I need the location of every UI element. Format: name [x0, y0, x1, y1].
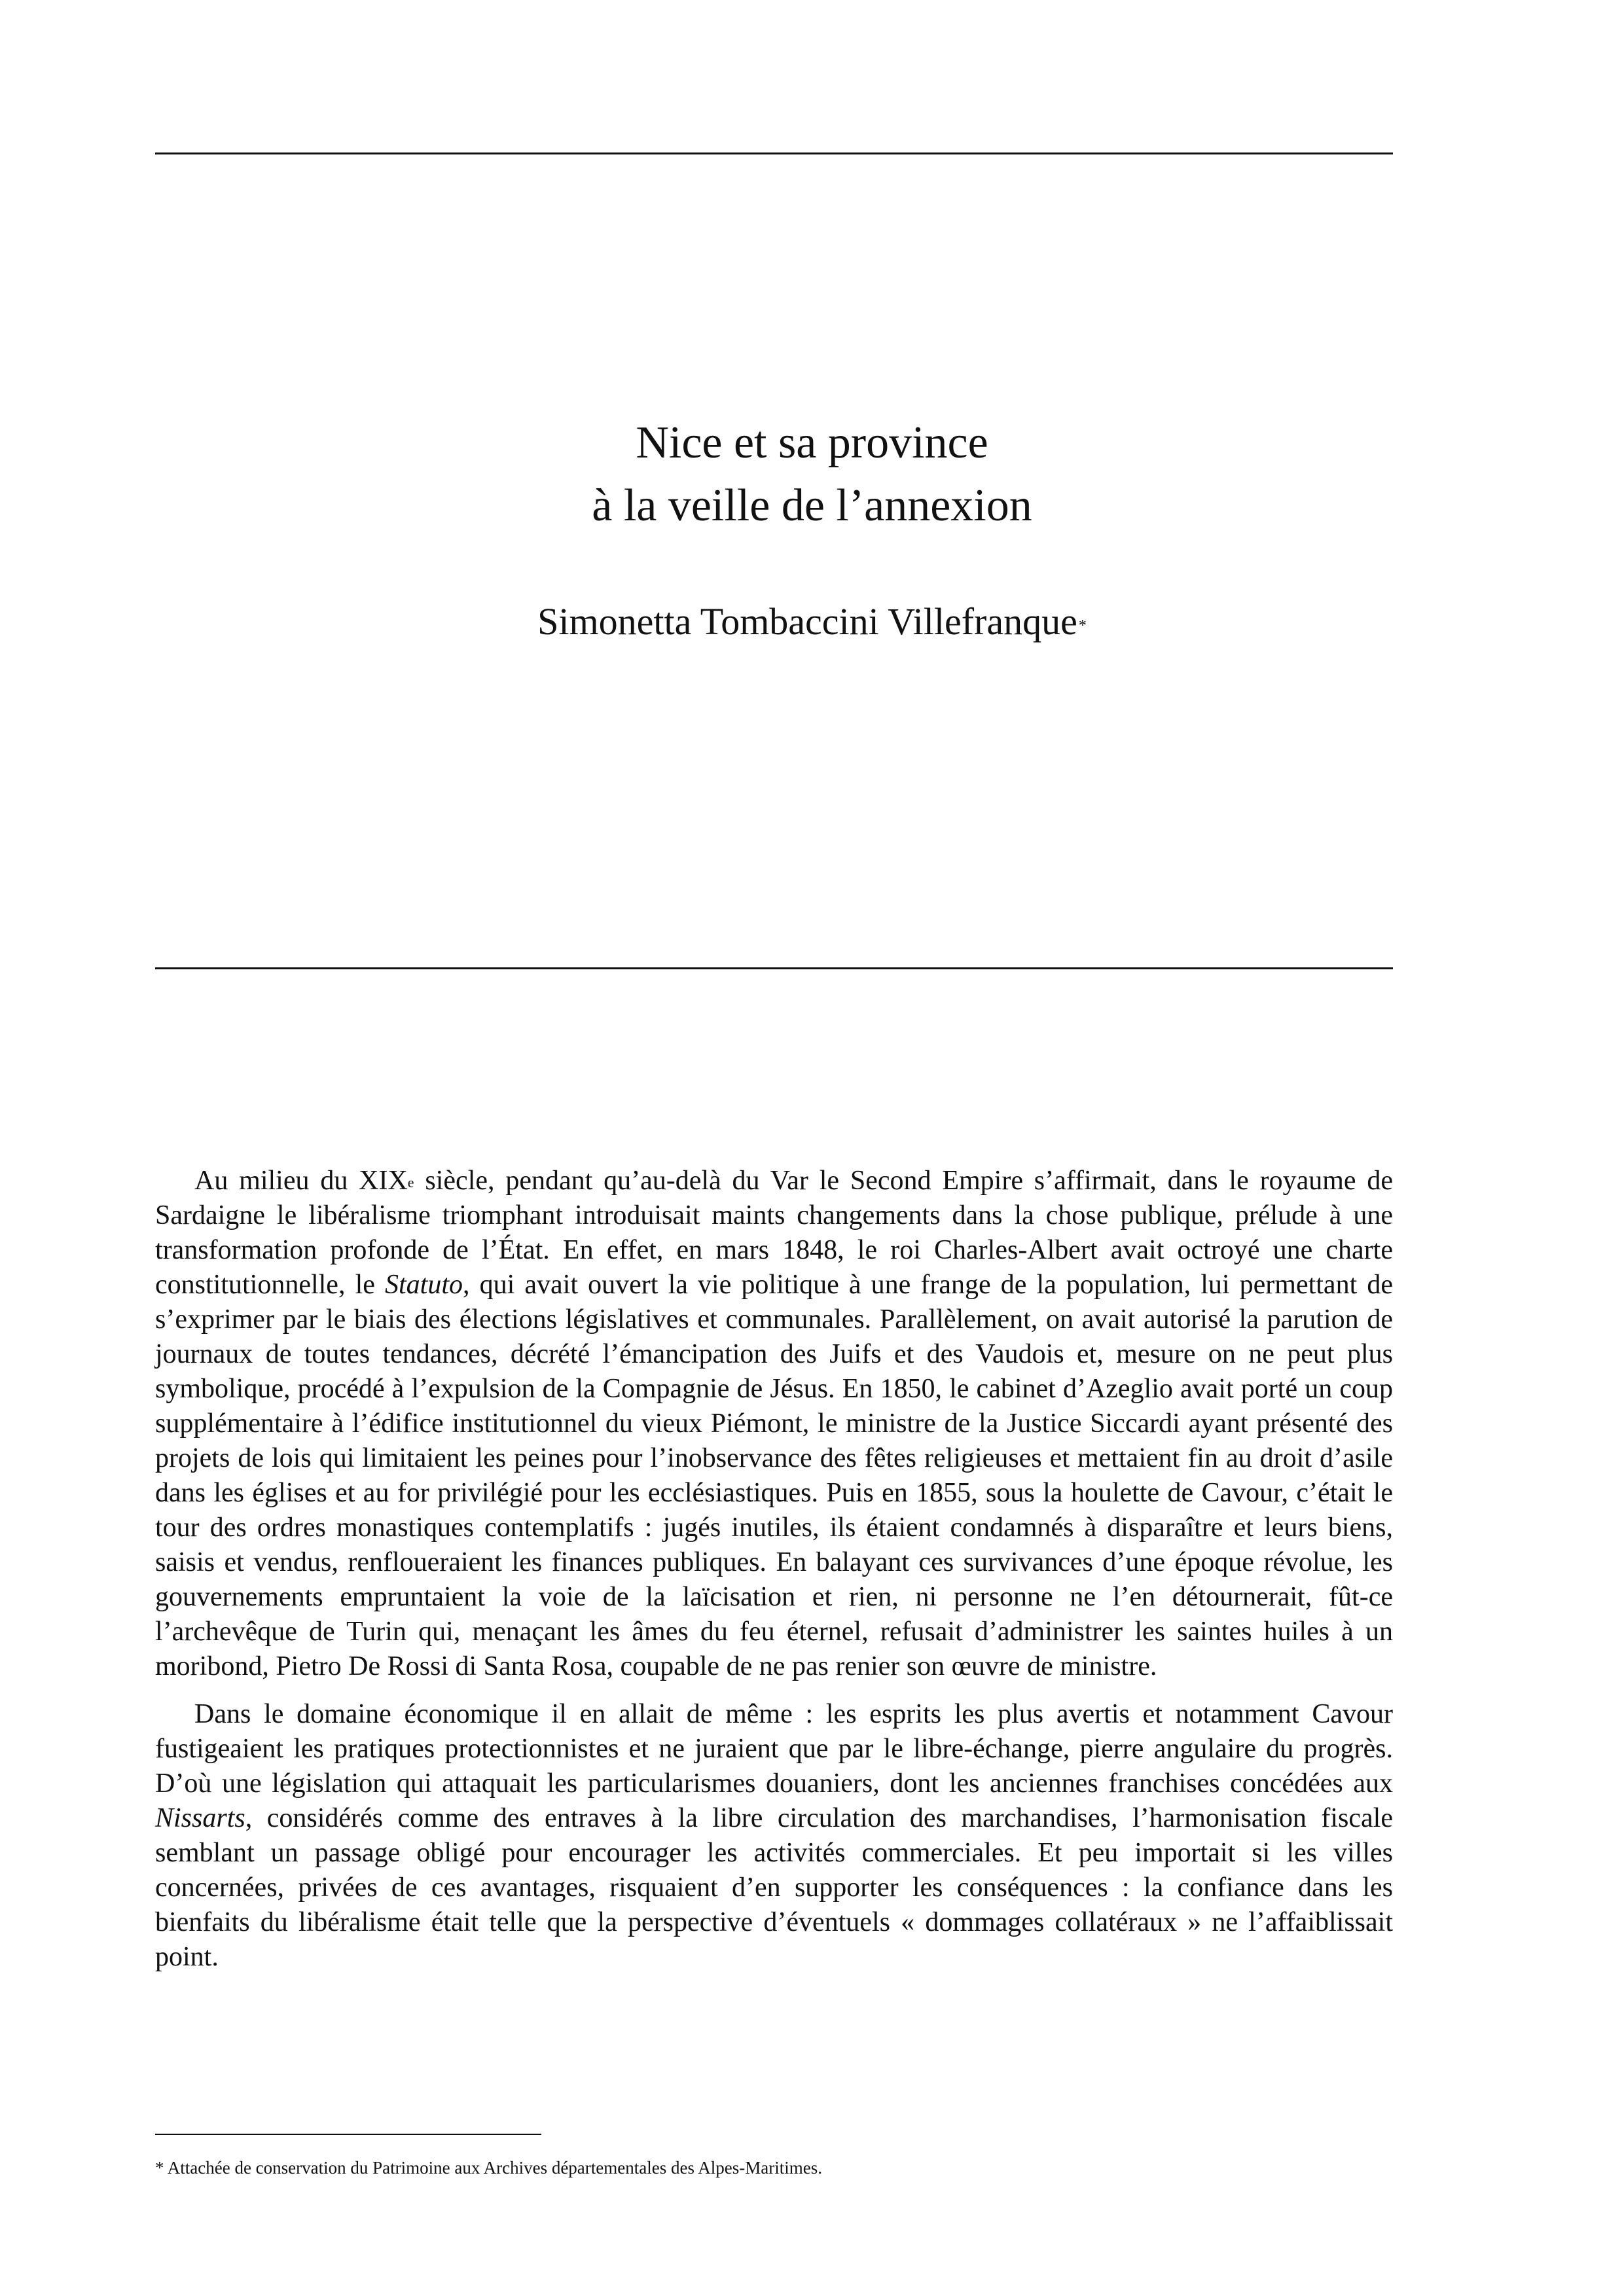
- p2-text-b: , considérés comme des entraves à la libre circulation des marchandises, l’harmonisation fiscale semblant un passage obligé pour encourager les activités commerciales. Et peu importait si les villes concernées, privées de ces avantages, risquaient d’en supporter les conséquences : la confiance dans les bienfaits du libéralisme était telle que la perspective d’éventuels « dommages collatéraux » ne l’affaiblissait point.: [155, 1803, 1393, 1972]
- paragraph-2: [155, 1697, 1393, 1975]
- author-byline: [0, 596, 1624, 648]
- section-rule: [155, 967, 1393, 969]
- p1-text-c: , qui avait ouvert la vie politique à une frange de la population, lui permettant de s’exprimer par le biais des élections législatives et communales. Parallèlement, on avait autorisé la parution de journaux de toutes tendances, décrété l’émancipation des Juifs et des Vaudois et, mesure on ne peut plus symbolique, procédé à l’expulsion de la Compagnie de Jésus. En 1850, le cabinet d’Azeglio avait porté un coup supplémentaire à l’édifice institutionnel du vieux Piémont, le ministre de la Justice Siccardi ayant présenté des projets de lois qui limitaient les peines pour l’inobservance des fêtes religieuses et mettaient fin au droit d’asile dans les églises et au for privilégié pour les ecclésiastiques. Puis en 1855, sous la houlette de Cavour, c’était le tour des ordres monastiques contemplatifs : jugés inutiles, ils étaient condamnés à disparaître et leurs biens, saisis et vendus, renfloueraient les finances publiques. En balayant ces survivances d’une époque révolue, les gouvernements empruntaient la voie de la laïcisation et rien, ni personne ne l’en détournerait, fût-ce l’archevêque de Turin qui, menaçant les âmes du feu éternel, refusait d’administrer les saintes huiles à un moribond, Pietro De Rossi di Santa Rosa, coupable de ne pas renier son œuvre de ministre.: [155, 1270, 1393, 1681]
- p2-text-a: Dans le domaine économique il en allait de même : les esprits les plus avertis et notamment Cavour fustigeaient les pratiques protectionnistes et ne juraient que par le libre-échange, pierre angulaire du progrès. D’où une législation qui attaquait les particularismes douaniers, dont les anciennes franchises concédées aux: [155, 1699, 1393, 1799]
- author-footnote-mark: *: [1078, 617, 1087, 634]
- paragraph-1: [155, 1164, 1393, 1684]
- header-rule: [155, 152, 1393, 154]
- p1-text-a: Au milieu du XIX: [194, 1166, 408, 1196]
- article-title-line-1: Nice et sa province: [636, 418, 988, 468]
- p2-italic-nissarts: Nissarts: [155, 1803, 245, 1833]
- article-title-line-2: à la veille de l’annexion: [592, 480, 1032, 531]
- p1-text-b: siècle, pendant qu’au-delà du Var le Second Empire s’affirmait, dans le royaume de Sardaigne le libéralisme triomphant introduisait maints changements dans la chose publique, prélude à une transformation profonde de l’État. En effet, en mars 1848, le roi Charles-Albert avait octroyé une charte constitutionnelle, le: [155, 1166, 1393, 1300]
- p1-italic-statuto: Statuto: [385, 1270, 463, 1300]
- p1-superscript: e: [407, 1174, 414, 1191]
- author-name: Simonetta Tombaccini Villefranque: [537, 600, 1077, 643]
- article-body: [155, 1164, 1393, 1975]
- footnote: * Attachée de conservation du Patrimoine aux Archives départementales des Alpes-Maritimes.: [155, 2158, 822, 2178]
- footnote-rule: [155, 2134, 541, 2135]
